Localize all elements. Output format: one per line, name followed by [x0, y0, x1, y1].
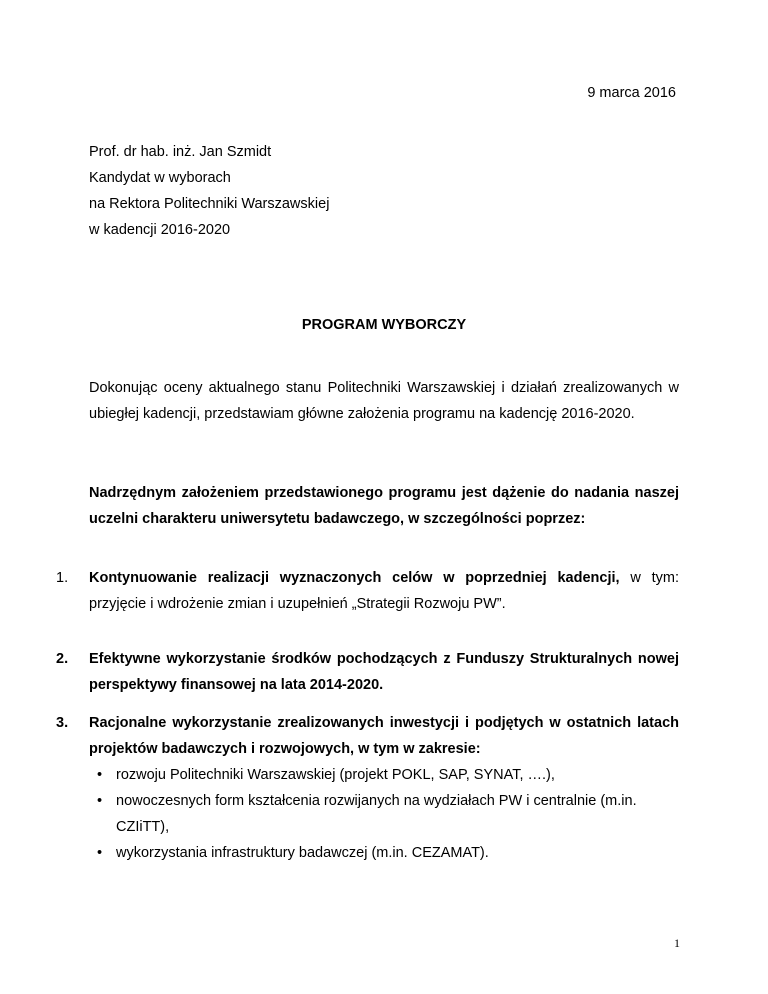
bullet-icon: •	[97, 793, 103, 809]
author-term: w kadencji 2016-2020	[89, 222, 231, 238]
author-position: na Rektora Politechniki Warszawskiej	[89, 196, 330, 212]
document-title: PROGRAM WYBORCZY	[301, 317, 467, 333]
list-item-text	[89, 565, 679, 617]
author-name: Prof. dr hab. inż. Jan Szmidt	[89, 144, 272, 160]
bullet-item	[89, 840, 679, 866]
list-item-bold-text: Kontynuowanie realizacji wyznaczonych celów w poprzedniej kadencji,	[89, 570, 620, 586]
document-date: 9 marca 2016	[587, 85, 676, 101]
page-number: 1	[674, 936, 680, 950]
bullet-text: nowoczesnych form kształcenia rozwijanych na wydziałach PW i centralnie (m.in. CZIiTT),	[116, 793, 637, 835]
bullet-text: wykorzystania infrastruktury badawczej (m.in. CEZAMAT).	[116, 845, 489, 861]
list-item-rest-text: w tym: przyjęcie i wdrożenie zmian i uzupełnień „Strategii Rozwoju PW”.	[89, 570, 680, 612]
bullet-text: rozwoju Politechniki Warszawskiej (projekt POKL, SAP, SYNAT, ….),	[116, 767, 555, 783]
list-item-bold-text: Efektywne wykorzystanie środków pochodzących z Funduszy Strukturalnych nowej perspektywy finansowej na lata 2014-2020.	[89, 651, 679, 693]
list-item-number: 1.	[56, 570, 69, 586]
bullet-item	[89, 788, 679, 840]
list-item-number: 3.	[56, 715, 69, 731]
sub-bullet-list	[89, 762, 679, 866]
author-block	[89, 139, 329, 243]
bullet-icon: •	[97, 845, 103, 861]
list-item-number: 2.	[56, 651, 69, 667]
bullet-icon: •	[97, 767, 103, 783]
list-item-bold-text: Racjonalne wykorzystanie zrealizowanych inwestycji i podjętych w ostatnich latach projektów badawczych i rozwojowych, w tym w zakresie:	[89, 715, 679, 757]
bullet-item	[89, 762, 679, 788]
intro-paragraph: Dokonując oceny aktualnego stanu Politechniki Warszawskiej i działań zrealizowanych w ubiegłej kadencji, przedstawiam główne założenia programu na kadencję 2016-2020.	[89, 380, 679, 422]
author-role: Kandydat w wyborach	[89, 170, 231, 186]
thesis-paragraph: Nadrzędnym założeniem przedstawionego programu jest dążenie do nadania naszej uczelni charakteru uniwersytetu badawczego, w szczególności poprzez:	[89, 485, 679, 527]
